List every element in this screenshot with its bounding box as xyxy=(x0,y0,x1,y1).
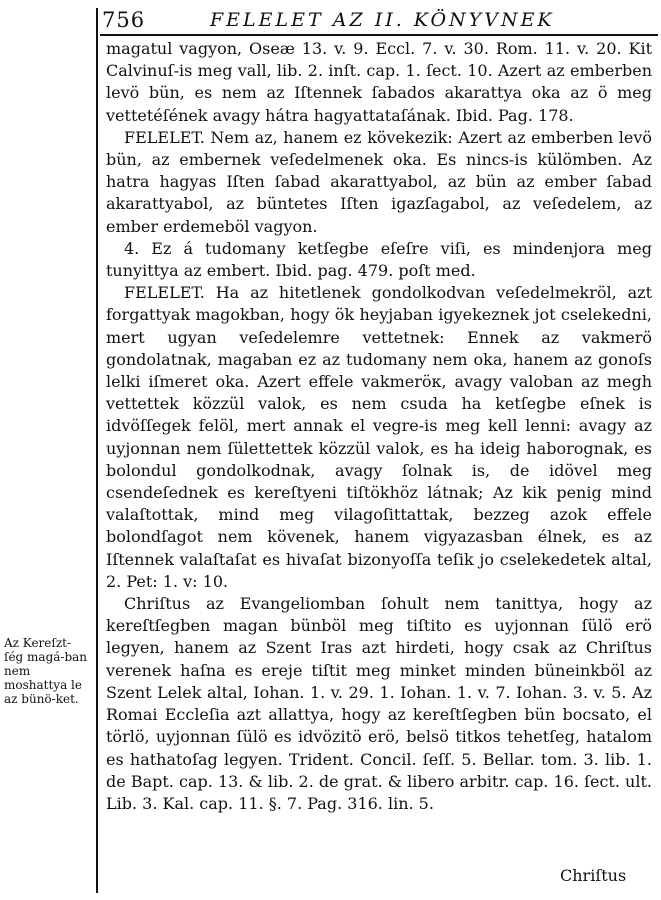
margin-note: Az Kereſzt-ſég magá-ban nem moshattya le az bünö-ket. xyxy=(4,636,88,706)
running-title: FELELET AZ II. KÖNYVNEK xyxy=(210,9,555,31)
header-rule xyxy=(100,34,658,36)
page-number: 756 xyxy=(102,8,146,32)
paragraph-5: Chriſtus az Evangeliomban ſohult nem tanittya, hogy az kereſtſegben magan bünböl meg tiſtito es uyjonnan ſülö erö legyen, hanem az Szent Iras azt hirdeti, hogy csak az Chriſtus verenek haſna es ereje tiſtit meg minket minden büneinkböl az Szent Lelek altal, Iohan. 1. v. 29. 1. Iohan. 1. v. 7. Iohan. 3. v. 5. Az Romai Eccleſia azt allattya, hogy az kereſtſegben bün bocsato, el törlö, uyjonnan ſülö es idvözitö erö, belsö titkos tehetſeg, hatalom es hathatoſag legyen. Trident. Concil. ſeſſ. 5. Bellar. tom. 3. lib. 1. de Bapt. cap. 13. & lib. 2. de grat. & libero arbitr. cap. 16. ſect. ult. Lib. 3. Kal. cap. 11. §. 7. Pag. 316. lin. 5. xyxy=(106,594,652,813)
catchword: Chriſtus xyxy=(560,866,627,885)
margin-rule xyxy=(96,8,98,893)
paragraph-3: 4. Ez á tudomany ketſegbe eſeſre viſi, es mindenjora meg tunyittya az embert. Ibid. pag. 479. poſt med. xyxy=(106,238,652,281)
paragraph-1: magatul vagyon, Oseæ 13. v. 9. Eccl. 7. v. 30. Rom. 11. v. 20. Kit Calvinuſ-is meg vall, lib. 2. inſt. cap. 1. ſect. 10. Azert az emberben levö bün, es nem az Iſtennek ſabados akarattya oka az ö meg vettetéſének avagy hátra hagyattataſának. Ibid. Pag. 178. xyxy=(106,39,652,125)
paragraph-4: FELELET. Ha az hitetlenek gondolkodvan veſedelmekröl, azt forgattyak magokban, hogy ök heyjaban igyekeznek jot cselekedni, mert ugyan veſedelemre vettetnek: Ennek az vakmerö gondolatnak, magaban ez az tudomany nem oka, hanem az gonoſs lelki iſmeret oka. Azert effele vakmeröк, avagy valoban az megh vettettek közzül valok, es nem csuda ha ketſegbe eſnek is idvöſſegek felöl, mert annak el vegre-is meg kell lenni: avagy az uyjonnan nem ſülettettek közzül valok, es ha ideig haborognak, es bolondul gondolkodnak, avagy ſolnak is, de idövel meg csendeſednek es kereſtyeni tiſtökhöz látnak; Az kik penig mind valaſtottak, mind meg vilagoſittattak, bezzeg azok effele bolondſagot nem kövenek, hanem vigyazasban élnek, es az Iſtennek valaſtaſat es hivaſat bizonyoſſa teſik jo cselekedetek altal, 2. Pet: 1. v: 10. xyxy=(106,283,652,591)
main-text xyxy=(106,38,652,815)
paragraph-2: FELELET. Nem az, hanem ez kövekezik: Azert az emberben levö bün, az embernek veſedelmenek oka. Es nincs-is külömben. Az hatra hagyas Iſten ſabad akarattyabol, az bün az ember ſabad akarattyabol, az büntetes Iſten igazſagabol, az veſedelem, az ember erdemeböl vagyon. xyxy=(106,127,652,236)
running-head xyxy=(100,6,655,36)
